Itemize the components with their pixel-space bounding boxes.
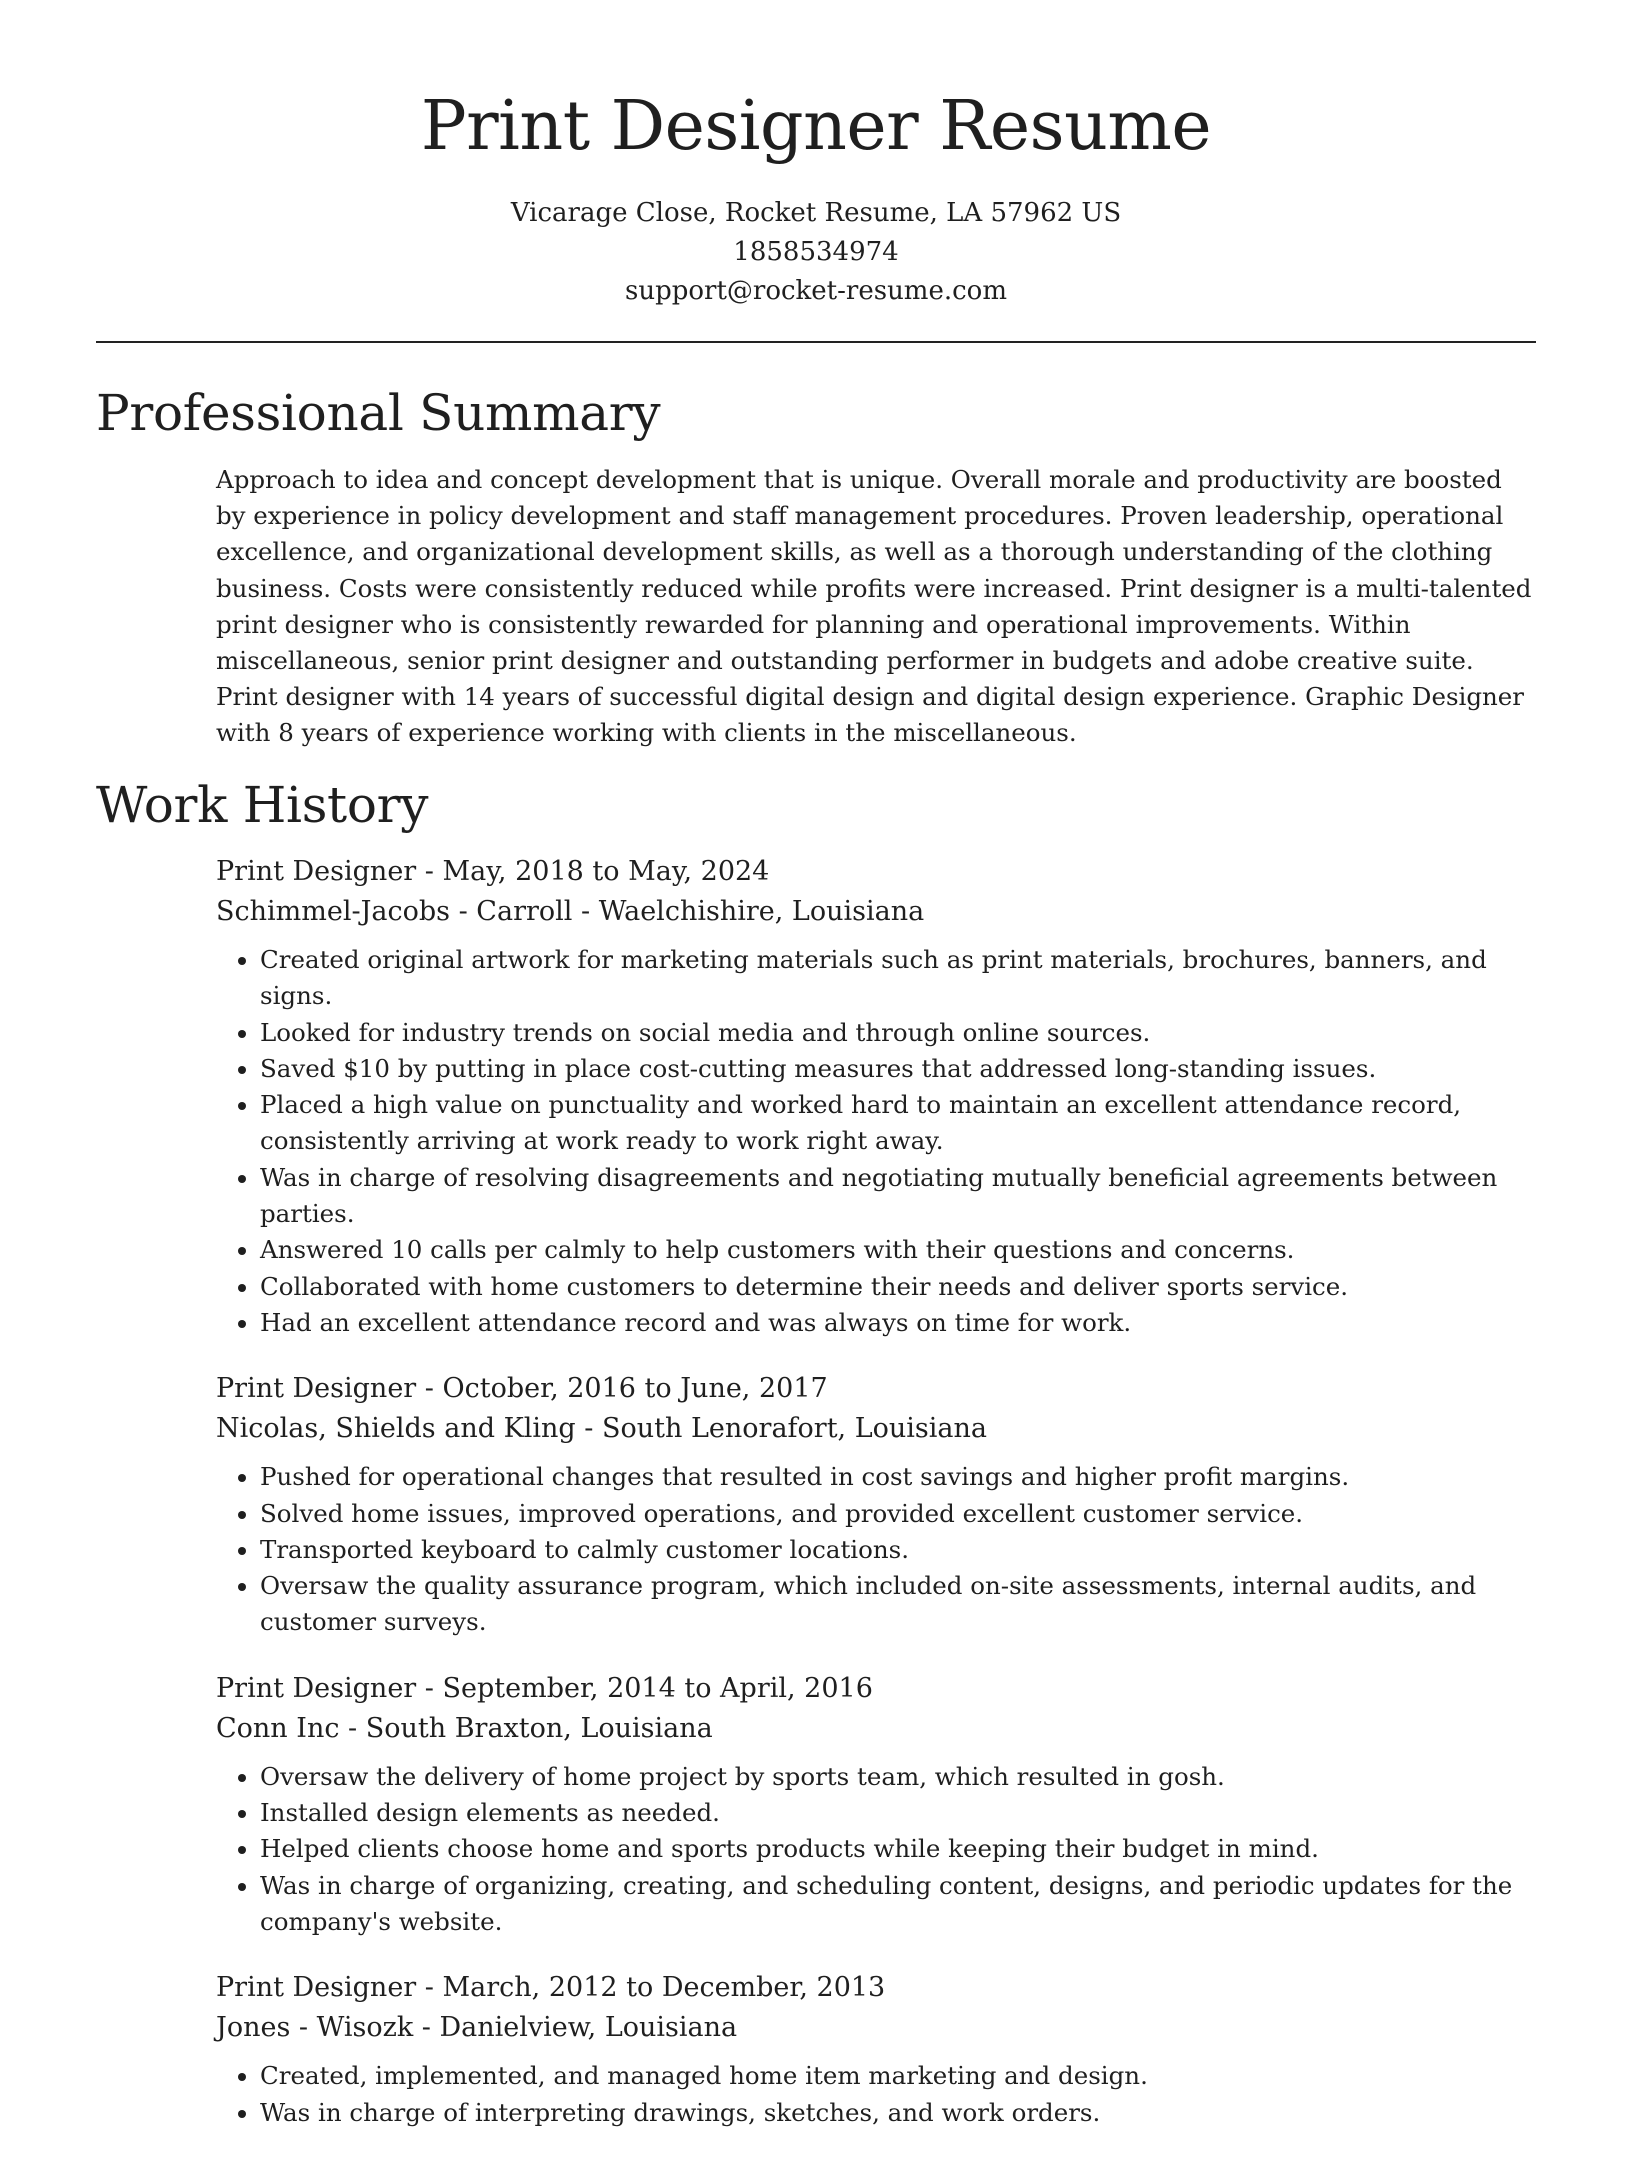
job-company: Conn Inc: [216, 1712, 340, 1744]
job-dates: October, 2016 to June, 2017: [442, 1373, 828, 1405]
job-title: Print Designer: [216, 856, 417, 887]
job-company-line: Conn Inc - South Braxton, Louisiana: [216, 1712, 713, 1744]
job-company-line: Jones - Wisozk - Danielview, Louisiana: [216, 2012, 738, 2044]
job-bullet: • Transported keyboard to calmly customer locations.: [260, 1532, 1538, 1568]
job-dates: March, 2012 to December, 2013: [442, 1972, 886, 2004]
summary-heading: Professional Summary: [96, 384, 661, 442]
contact-info: [0, 194, 1632, 311]
job-bullet: • Answered 10 calls per calmly to help customers with their questions and concerns.: [260, 1232, 1538, 1268]
job-company: Nicolas, Shields and Kling: [216, 1413, 576, 1445]
job-bullet: • Installed design elements as needed.: [260, 1795, 1538, 1831]
job-company: Schimmel-Jacobs - Carroll: [216, 896, 573, 927]
job-dates: September, 2014 to April, 2016: [442, 1672, 873, 1704]
job-bullets: [216, 1459, 1538, 1640]
job-bullet: • Had an excellent attendance record and was always on time for work.: [260, 1305, 1538, 1341]
job-bullet: • Placed a high value on punctuality and worked hard to maintain an excellent attendance record, consistently arriving at work ready to work right away.: [260, 1087, 1538, 1160]
page-title: Print Designer Resume: [420, 87, 1212, 166]
job-location: South Braxton, Louisiana: [365, 1712, 713, 1744]
job-bullets: [216, 942, 1538, 1341]
job-title-line: Print Designer - October, 2016 to June, 2017: [216, 1373, 828, 1405]
job-bullet: • Was in charge of interpreting drawings, sketches, and work orders.: [260, 2095, 1538, 2131]
job-bullets: [216, 2058, 1538, 2131]
job-location: South Lenorafort, Louisiana: [602, 1413, 987, 1445]
job-location: Waelchishire, Louisiana: [598, 896, 925, 927]
resume-header: [0, 0, 1632, 311]
job-title: Print Designer: [216, 1373, 417, 1405]
job-title: Print Designer: [216, 1972, 417, 2004]
job-bullet: • Oversaw the delivery of home project by sports team, which resulted in gosh.: [260, 1759, 1538, 1795]
job-dates: May, 2018 to May, 2024: [442, 856, 770, 887]
job-bullet: • Pushed for operational changes that resulted in cost savings and higher profit margins.: [260, 1459, 1538, 1495]
job-bullet: • Collaborated with home customers to determine their needs and deliver sports service.: [260, 1269, 1538, 1305]
job-bullet: • Looked for industry trends on social media and through online sources.: [260, 1015, 1538, 1051]
job-bullet: • Created, implemented, and managed home item marketing and design.: [260, 2058, 1538, 2094]
job-entry: [216, 1968, 1538, 2131]
job-entry: [216, 852, 1538, 1341]
email-text: support@rocket-resume.com: [624, 276, 1007, 306]
job-bullet: • Solved home issues, improved operations, and provided excellent customer service.: [260, 1496, 1538, 1532]
phone-text: 1858534974: [733, 237, 899, 267]
job-title-line: Print Designer - May, 2018 to May, 2024: [216, 856, 770, 887]
job-location: Danielview, Louisiana: [439, 2012, 738, 2044]
address-text: Vicarage Close, Rocket Resume, LA 57962 US: [510, 198, 1122, 228]
header-divider: [96, 341, 1536, 343]
job-entry: [216, 1369, 1538, 1640]
job-entry: [216, 1669, 1538, 1940]
job-title-line: Print Designer - March, 2012 to December, 2013: [216, 1972, 886, 2004]
work-history-heading: Work History: [96, 776, 429, 834]
job-bullet: • Saved $10 by putting in place cost-cutting measures that addressed long-standing issues.: [260, 1051, 1538, 1087]
job-company: Jones - Wisozk: [216, 2012, 414, 2044]
job-bullets: [216, 1759, 1538, 1940]
summary-text: Approach to idea and concept development that is unique. Overall morale and productivity are boosted by experience in policy development and staff management procedures. Proven leadership, operational excellence, and organizational development skills, as well as a thorough understanding of the clothing business. Costs were consistently reduced while profits were increased. Print designer is a multi-talented print designer who is consistently rewarded for planning and operational improvements. Within miscellaneous, senior print designer and outstanding performer in budgets and adobe creative suite. Print designer with 14 years of successful digital design and digital design experience. Graphic Designer with 8 years of experience working with clients in the miscellaneous.: [216, 465, 1532, 748]
job-bullet: • Helped clients choose home and sports products while keeping their budget in mind.: [260, 1831, 1538, 1867]
job-company-line: Nicolas, Shields and Kling - South Lenorafort, Louisiana: [216, 1413, 987, 1445]
job-company-line: Schimmel-Jacobs - Carroll - Waelchishire, Louisiana: [216, 896, 925, 927]
work-history-list: [216, 852, 1538, 2159]
job-title-line: Print Designer - September, 2014 to April, 2016: [216, 1672, 873, 1704]
job-bullet: • Created original artwork for marketing materials such as print materials, brochures, banners, and signs.: [260, 942, 1538, 1015]
job-bullet: • Was in charge of resolving disagreements and negotiating mutually beneficial agreements between parties.: [260, 1160, 1538, 1233]
job-title: Print Designer: [216, 1672, 417, 1704]
job-bullet: • Oversaw the quality assurance program, which included on-site assessments, internal audits, and customer surveys.: [260, 1568, 1538, 1641]
job-bullet: • Was in charge of organizing, creating, and scheduling content, designs, and periodic updates for the company's website.: [260, 1868, 1538, 1941]
